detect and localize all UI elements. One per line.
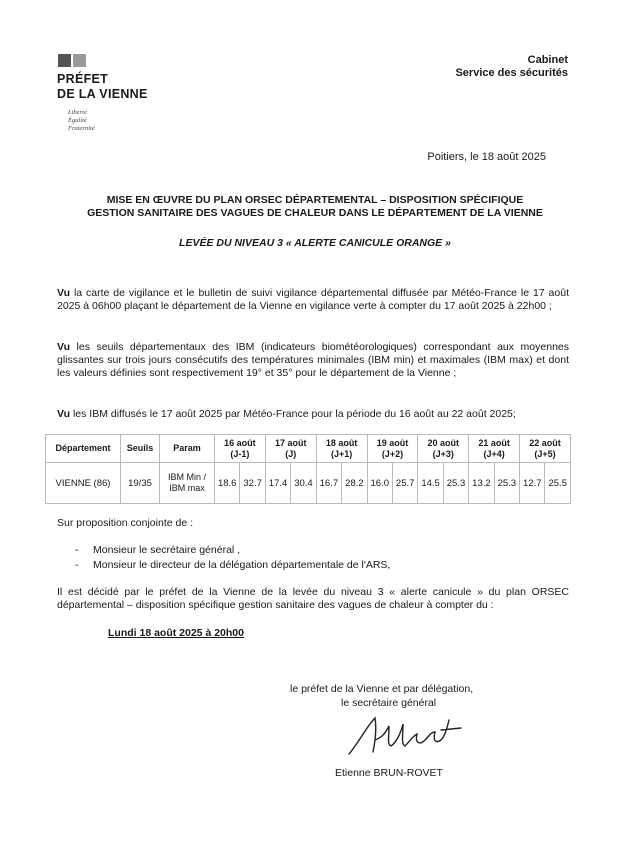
header-param: Param (160, 435, 215, 463)
document-title (60, 194, 570, 220)
vu-text: la carte de vigilance et le bulletin de suivi vigilance départemental diffusée par Météo-France le 17 août 2025 à 06h00 plaçant le département de la Vienne en vigilance verte à compter du 17 août 2025 à 22h00 ; (57, 287, 569, 312)
list-item: - Monsieur le secrétaire général , (75, 544, 241, 556)
cell-departement: VIENNE (86) (46, 463, 121, 504)
cell-ibm-max: 25.7 (392, 463, 417, 504)
document-subtitle: LEVÉE DU NIVEAU 3 « ALERTE CANICULE ORANGE » (179, 237, 451, 249)
header-day (265, 435, 316, 463)
effective-date: Lundi 18 août 2025 à 20h00 (108, 627, 244, 639)
list-item-text: Monsieur le secrétaire général , (93, 544, 241, 556)
header-day (418, 435, 469, 463)
cell-ibm-min: 16.0 (367, 463, 392, 504)
cell-ibm-min: 18.6 (215, 463, 240, 504)
table-row (46, 463, 571, 504)
cell-ibm-min: 16.7 (316, 463, 341, 504)
cell-ibm-max: 32.7 (240, 463, 265, 504)
vu-lead: Vu (57, 341, 71, 353)
header-day (316, 435, 367, 463)
day-rel: (J) (285, 448, 297, 459)
handwritten-signature (345, 712, 465, 760)
service-line1: Cabinet (527, 54, 568, 66)
vu-lead: Vu (57, 408, 71, 420)
day-date: 22 août (529, 437, 561, 448)
day-rel: (J+4) (483, 448, 505, 459)
motto-fraternite: Fraternité (68, 125, 95, 132)
service-header (455, 54, 568, 80)
proposers-list (75, 543, 390, 573)
republic-motto (68, 109, 95, 133)
prefet-line2: DE LA VIENNE (57, 87, 148, 101)
motto-egalite: Égalité (68, 117, 87, 124)
marianne-logo (58, 54, 86, 67)
cell-ibm-min: 14.5 (418, 463, 443, 504)
title-line2: GESTION SANITAIRE DES VAGUES DE CHALEUR DANS LE DÉPARTEMENT DE LA VIENNE (87, 207, 543, 219)
day-date: 18 août (325, 437, 358, 448)
header-day (520, 435, 571, 463)
param-line1: IBM Min / (167, 472, 206, 482)
day-date: 20 août (427, 437, 460, 448)
cell-seuils: 19/35 (121, 463, 160, 504)
decision-text: Il est décidé par le préfet de la Vienne de la levée du niveau 3 « alerte canicule » du plan ORSEC départemental – disposition spécifique gestion sanitaire des vagues de chaleur à compter du : (57, 586, 569, 611)
vu-paragraph-3 (57, 408, 569, 421)
vu-paragraph-1 (57, 287, 569, 313)
signer-name: Etienne BRUN-ROVET (335, 767, 443, 779)
cell-ibm-min: 12.7 (520, 463, 545, 504)
header-day (469, 435, 520, 463)
ibm-table (45, 434, 571, 504)
param-line2: IBM max (169, 483, 205, 493)
vu-text: les seuils départementaux des IBM (indicateurs biométéorologiques) correspondant aux moyennes glissantes sur trois jours consécutifs des températures minimales (IBM min) et maximales (IBM max) et dont les valeurs définies sont respectivement 19° et 35° pour le département de la Vienne ; (57, 341, 569, 379)
cell-ibm-min: 13.2 (469, 463, 494, 504)
header-departement: Département (46, 435, 121, 463)
day-date: 19 août (376, 437, 409, 448)
proposition-text: Sur proposition conjointe de : (57, 517, 194, 529)
cell-ibm-max: 28.2 (342, 463, 367, 504)
cell-ibm-max: 30.4 (291, 463, 316, 504)
day-rel: (J-1) (230, 448, 250, 459)
vu-paragraph-2 (57, 341, 569, 380)
vu-lead: Vu (57, 287, 71, 299)
signature-title-line2: le secrétaire général (341, 697, 437, 709)
list-item: - Monsieur le directeur de la délégation départementale de l'ARS, (75, 559, 391, 571)
signature-title-line1: le préfet de la Vienne et par délégation, (290, 683, 474, 695)
day-date: 21 août (478, 437, 510, 448)
prefet-line1: PRÉFET (57, 72, 109, 86)
service-line2: Service des sécurités (455, 67, 568, 79)
title-line1: MISE EN ŒUVRE DU PLAN ORSEC DÉPARTEMENTAL – DISPOSITION SPÉCIFIQUE (106, 194, 524, 206)
motto-liberte: Liberté (68, 109, 87, 116)
cell-param (160, 463, 215, 504)
day-date: 17 août (275, 437, 307, 448)
vu-text: les IBM diffusés le 17 août 2025 par Météo-France pour la période du 16 août au 22 août 2025; (70, 408, 516, 420)
cell-ibm-max: 25.5 (545, 463, 571, 504)
day-rel: (J+3) (432, 448, 454, 459)
cell-ibm-min: 17.4 (265, 463, 290, 504)
prefecture-name (57, 72, 148, 102)
cell-ibm-max: 25.3 (443, 463, 468, 504)
header-seuils: Seuils (121, 435, 160, 463)
document-date: Poitiers, le 18 août 2025 (427, 151, 546, 163)
header-day (367, 435, 418, 463)
day-rel: (J+1) (330, 448, 353, 459)
day-rel: (J+2) (381, 448, 404, 459)
day-rel: (J+5) (534, 448, 556, 459)
header-day (215, 435, 266, 463)
cell-ibm-max: 25.3 (494, 463, 519, 504)
table-header-row (46, 435, 571, 463)
list-item-text: Monsieur le directeur de la délégation départementale de l'ARS, (93, 559, 391, 571)
day-date: 16 août (224, 437, 256, 448)
